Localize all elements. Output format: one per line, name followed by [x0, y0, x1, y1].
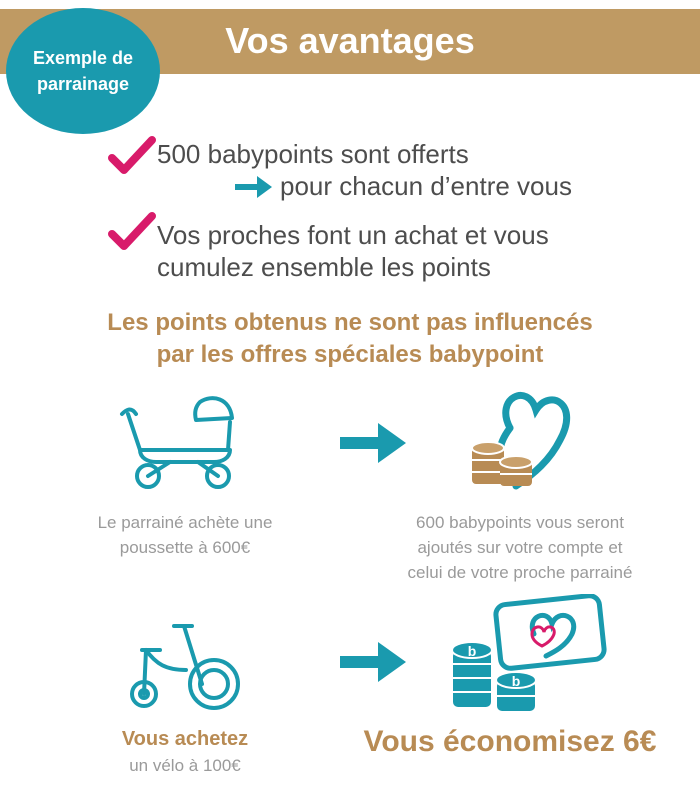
- svg-text:b: b: [511, 673, 521, 689]
- badge-line-1: Exemple de: [32, 48, 134, 68]
- stroller-icon: [118, 392, 248, 490]
- page-title: Vos avantages: [225, 20, 475, 61]
- example-1-result-line-2: ajoutés sur votre compte et: [417, 538, 623, 557]
- arrow-right-icon: [340, 421, 408, 465]
- arrow-right-icon: [235, 175, 273, 199]
- example-2-caption: [60, 725, 310, 778]
- highlight-line-2: par les offres spéciales babypoint: [156, 341, 544, 368]
- checkmark-icon: [108, 212, 156, 252]
- benefit-1-line-2: pour chacun d’entre vous: [280, 171, 572, 201]
- badge-line-2: parrainage: [36, 74, 130, 94]
- example-1-caption-line-1: Le parrainé achète une: [97, 513, 273, 532]
- arrow-right-icon: [340, 640, 408, 684]
- example-1-result: [370, 510, 670, 585]
- example-2-result: Vous économisez 6€: [363, 725, 657, 758]
- example-1-result-line-3: celui de votre proche parrainé: [407, 563, 633, 582]
- card-coins-icon: [448, 594, 608, 722]
- benefit-2-line-2: cumulez ensemble les points: [157, 252, 491, 282]
- heart-coins-icon: [464, 388, 574, 494]
- example-badge: [6, 8, 160, 134]
- svg-text:b: b: [467, 643, 477, 659]
- example-2-caption-line-2: un vélo à 100€: [129, 756, 241, 775]
- checkmark-icon: [108, 136, 156, 176]
- tricycle-icon: [126, 620, 246, 712]
- example-2-caption-strong: Vous achetez: [121, 728, 249, 750]
- example-1-caption-line-2: poussette à 600€: [119, 538, 251, 557]
- example-1-caption: [60, 510, 310, 560]
- benefit-2-line-1: Vos proches font un achat et vous: [157, 220, 549, 250]
- example-1-result-line-1: 600 babypoints vous seront: [416, 513, 624, 532]
- benefit-1-line-1: 500 babypoints sont offerts: [157, 139, 469, 169]
- highlight-line-1: Les points obtenus ne sont pas influencés: [107, 309, 593, 336]
